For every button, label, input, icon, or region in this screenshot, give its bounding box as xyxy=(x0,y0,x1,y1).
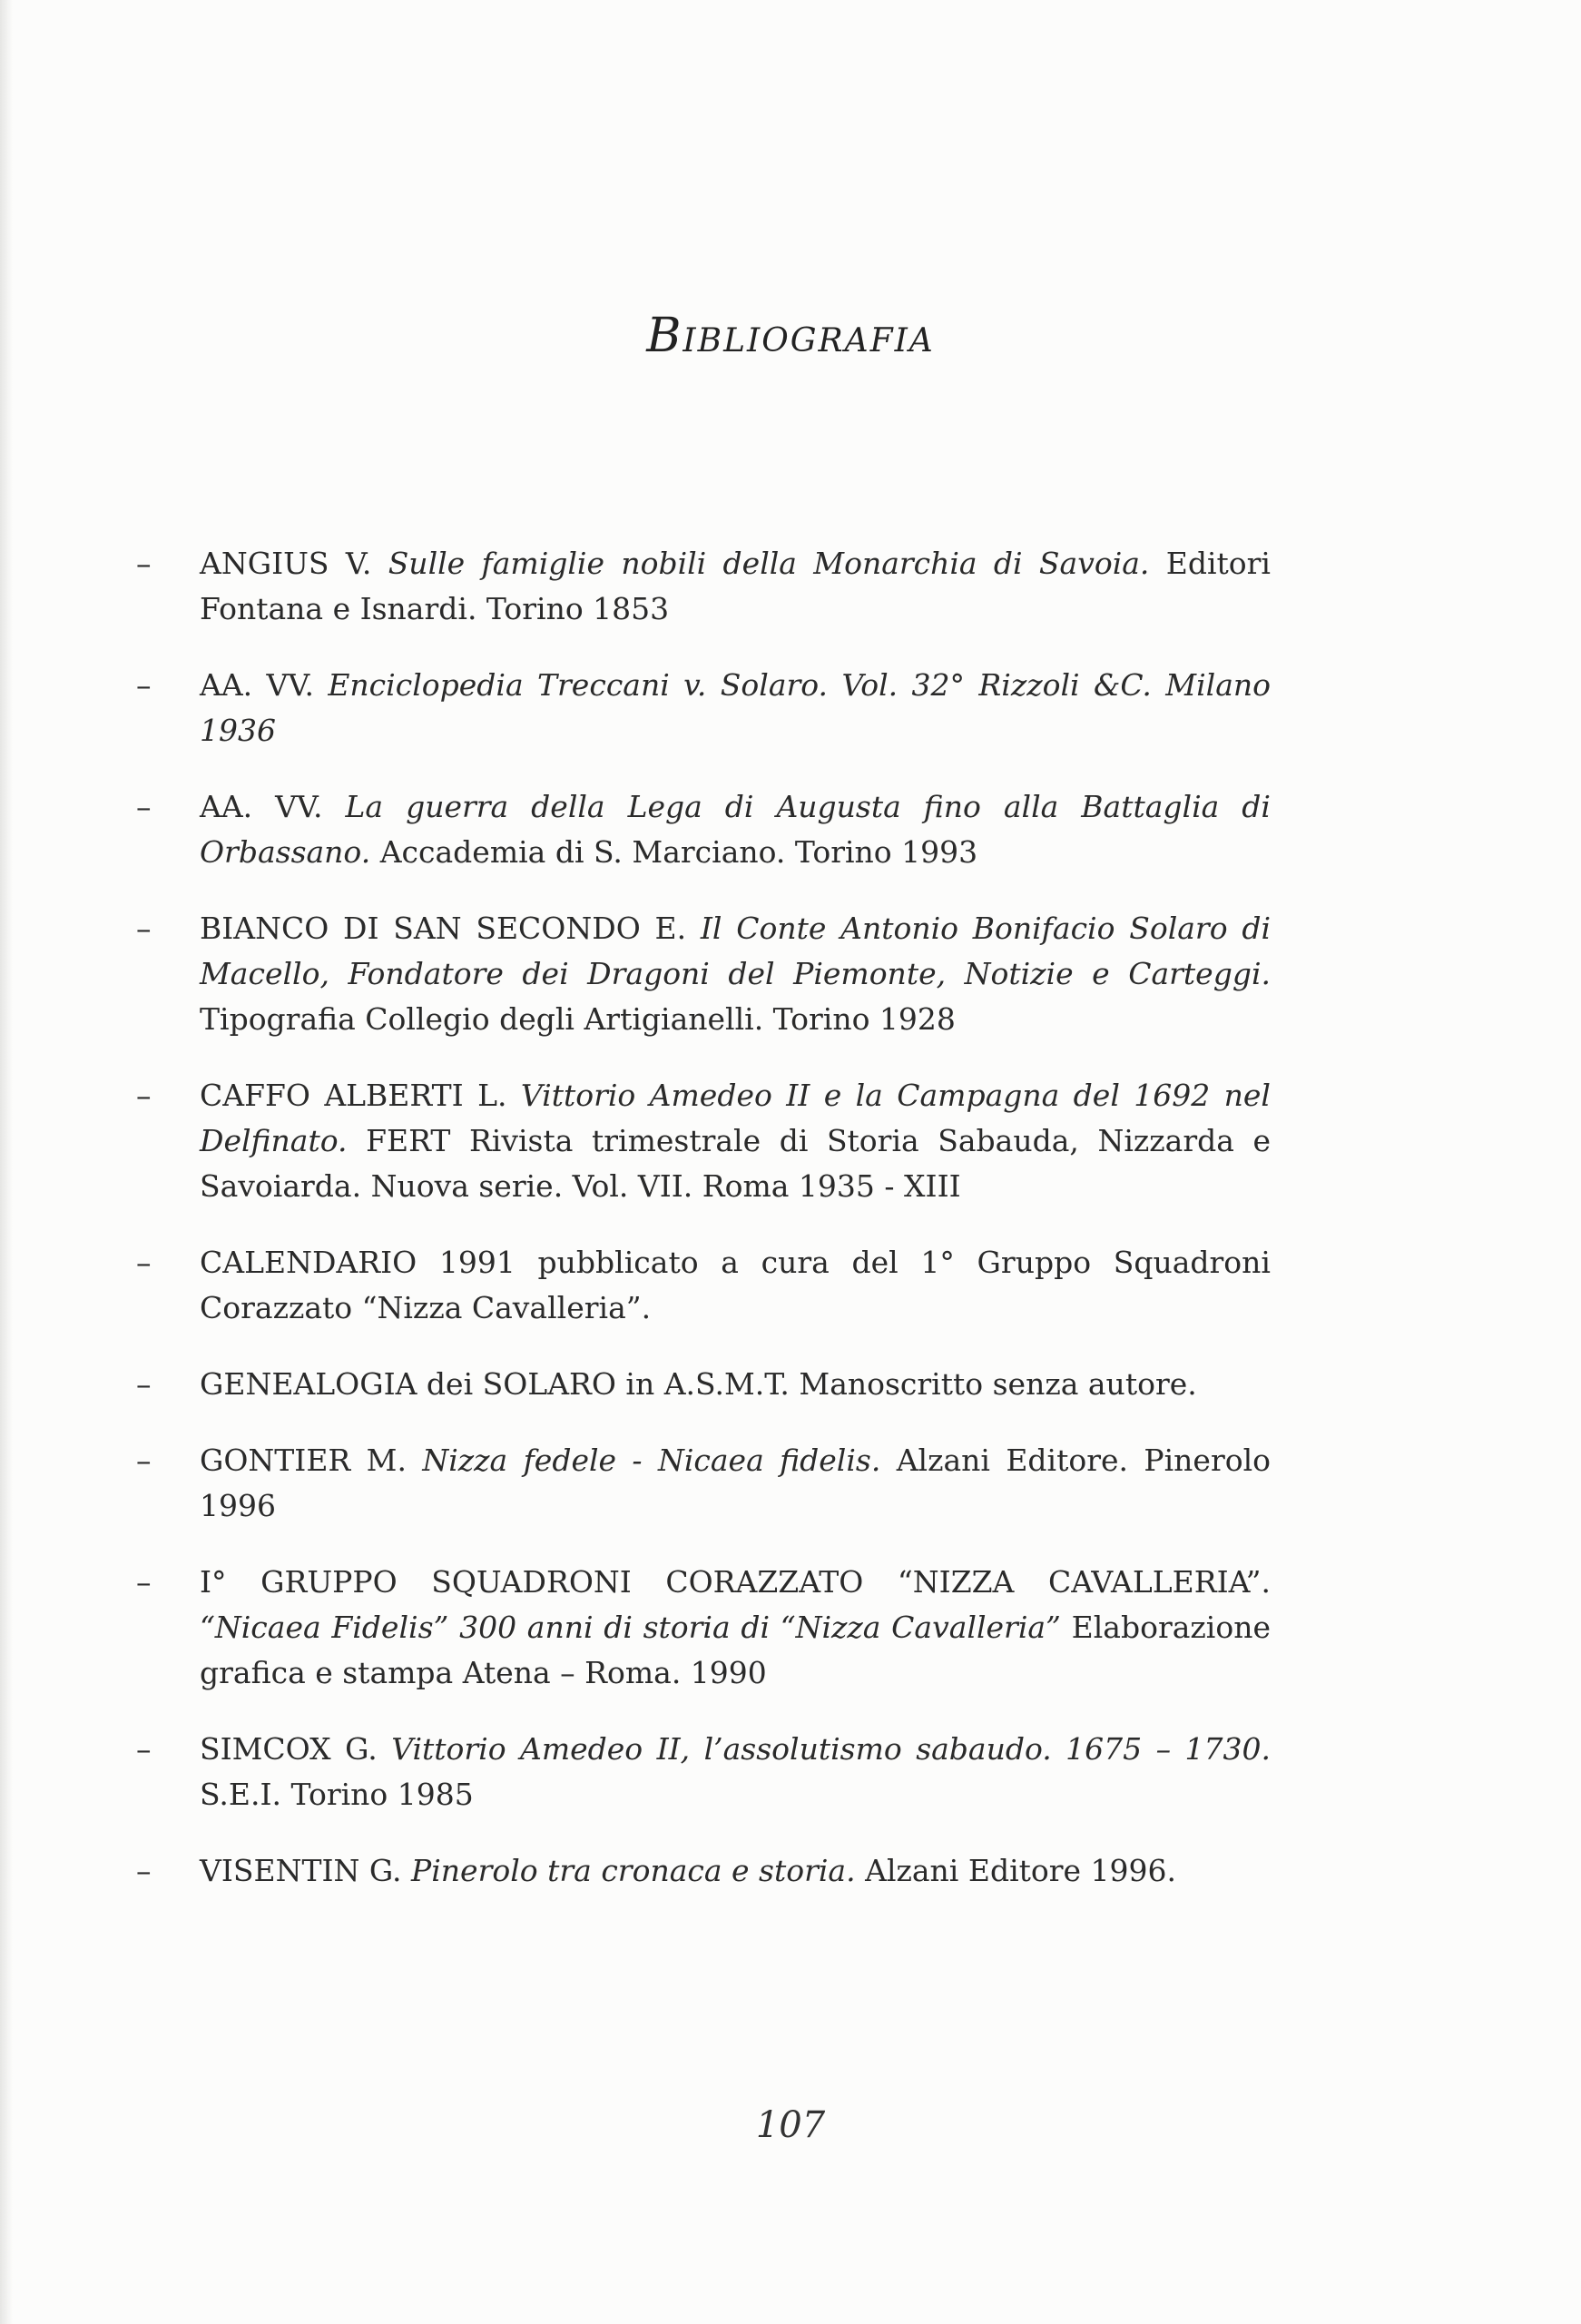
page-number: 107 xyxy=(755,2104,826,2146)
entry-publication: Accademia di S. Marciano. Torino 1993 xyxy=(379,834,978,870)
entry-publication: Alzani Editore 1996. xyxy=(865,1853,1177,1888)
entry-publication: Elaborazione grafica e stampa Atena – Roma. 1990 xyxy=(200,1610,1271,1690)
entry-title: “Nicaea Fidelis” 300 anni di storia di “Nizza Cavalleria” xyxy=(200,1610,1061,1645)
entry-publication: Tipografia Collegio degli Artigianelli. Torino 1928 xyxy=(200,1001,956,1037)
entry-publication: Manoscritto senza autore. xyxy=(799,1366,1197,1402)
entry-author: CALENDARIO 1991 xyxy=(200,1245,516,1280)
entry-publication: Editori Fontana e Isnardi. Torino 1853 xyxy=(200,546,1271,626)
entry-author: VISENTIN G. xyxy=(200,1853,402,1888)
entry-bullet: – xyxy=(136,1853,152,1888)
entry-author: SIMCOX G. xyxy=(200,1731,378,1767)
entry-author: CAFFO ALBERTI L. xyxy=(200,1078,507,1113)
entry-title: Pinerolo tra cronaca e storia. xyxy=(411,1853,856,1888)
entry-author: GENEALOGIA dei SOLARO in A.S.M.T. xyxy=(200,1366,790,1402)
entry-title: Il Conte Antonio Bonifacio Solaro di Macello, Fondatore dei Dragoni del Piemonte, Notizie e Carteggi. xyxy=(200,911,1272,991)
entry-bullet: – xyxy=(136,1078,152,1113)
page-title-text: Bibliografia xyxy=(646,309,935,363)
bibliography-entry xyxy=(136,1727,1271,1817)
entry-title: Vittorio Amedeo II, l’assolutismo sabaudo. 1675 – 1730. xyxy=(391,1731,1271,1767)
entry-title: Vittorio Amedeo II e la Campagna del 1692 nel Delfinato. xyxy=(200,1078,1271,1158)
entry-bullet: – xyxy=(136,1366,152,1402)
bibliography-entry xyxy=(136,663,1271,753)
entry-bullet: – xyxy=(136,1731,152,1767)
entry-author: AA. VV. xyxy=(200,667,314,703)
bibliography-list xyxy=(136,541,1271,1925)
bibliography-entry xyxy=(136,784,1271,875)
entry-bullet: – xyxy=(136,1245,152,1280)
entry-author: AA. VV. xyxy=(200,789,323,824)
bibliography-entry xyxy=(136,1560,1271,1696)
entry-author: ANGIUS V. xyxy=(200,546,372,581)
entry-bullet: – xyxy=(136,1443,152,1478)
entry-author: I° GRUPPO SQUADRONI CORAZZATO “NIZZA CAVALLERIA”. xyxy=(200,1564,1271,1600)
entry-bullet: – xyxy=(136,667,152,703)
entry-title: Nizza fedele - Nicaea fidelis. xyxy=(422,1443,881,1478)
bibliography-entry xyxy=(136,1073,1271,1209)
entry-author: BIANCO DI SAN SECONDO E. xyxy=(200,911,687,946)
entry-bullet: – xyxy=(136,911,152,946)
entry-publication: FERT Rivista trimestrale di Storia Sabauda, Nizzarda e Savoiarda. Nuova serie. Vol. VII. Roma 1935 - XIII xyxy=(200,1123,1271,1204)
page-title xyxy=(0,309,1581,363)
entry-title: Sulle famiglie nobili della Monarchia di Savoia. xyxy=(388,546,1150,581)
bibliography-entry xyxy=(136,541,1271,632)
entry-title: Enciclopedia Treccani v. Solaro. Vol. 32° Rizzoli &C. Milano 1936 xyxy=(200,667,1271,748)
bibliography-entry xyxy=(136,906,1271,1042)
bibliography-entry xyxy=(136,1240,1271,1331)
entry-publication: Alzani Editore. Pinerolo 1996 xyxy=(200,1443,1272,1523)
bibliography-entry xyxy=(136,1438,1271,1529)
entry-publication: S.E.I. Torino 1985 xyxy=(200,1777,474,1812)
entry-bullet: – xyxy=(136,789,152,824)
bibliography-entry xyxy=(136,1362,1271,1407)
entry-bullet: – xyxy=(136,546,152,581)
entry-publication: pubblicato a cura del 1° Gruppo Squadroni Corazzato “Nizza Cavalleria”. xyxy=(200,1245,1271,1325)
bibliography-entry xyxy=(136,1848,1271,1894)
entry-title: La guerra della Lega di Augusta fino alla Battaglia di Orbassano. xyxy=(200,789,1271,870)
entry-bullet: – xyxy=(136,1564,152,1600)
entry-author: GONTIER M. xyxy=(200,1443,407,1478)
